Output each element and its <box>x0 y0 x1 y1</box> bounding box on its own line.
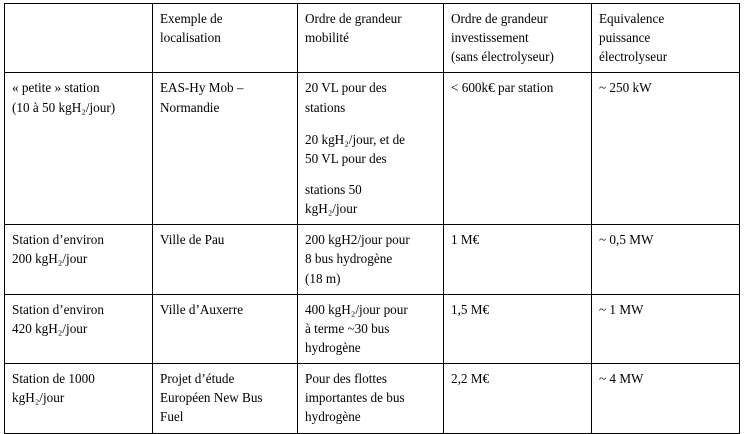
cell-text: kgH₂/jour <box>305 201 358 217</box>
cell-text: Normandie <box>160 99 220 115</box>
document-page <box>0 3 750 425</box>
cell-localisation <box>153 294 298 363</box>
cell-puissance <box>592 225 740 294</box>
cell-text: Station de 1000 <box>12 371 95 387</box>
cell-text: 20 kgH₂/jour, et de <box>305 131 406 147</box>
cell-text: ~ 0,5 MW <box>599 232 654 248</box>
header-text: électrolyseur <box>599 49 668 65</box>
cell-text: stations 50 <box>305 181 362 197</box>
table-row <box>5 225 740 294</box>
cell-mobilite <box>298 225 444 294</box>
cell-investissement <box>444 294 592 363</box>
cell-text: « petite » station <box>12 80 100 96</box>
header-cell-localisation <box>153 4 298 73</box>
cell-text: ~ 250 kW <box>599 80 652 96</box>
cell-text: 1 M€ <box>451 232 480 248</box>
cell-text: < 600k€ par station <box>451 80 554 96</box>
cell-text: hydrogène <box>305 339 361 355</box>
cell-text: Ville de Pau <box>160 232 225 248</box>
cell-puissance <box>592 294 740 363</box>
cell-text: stations <box>305 99 346 115</box>
cell-text: EAS-Hy Mob – <box>160 80 244 96</box>
cell-text: 1,5 M€ <box>451 301 490 317</box>
cell-text: Ville d’Auxerre <box>160 301 244 317</box>
header-text: Exemple de <box>160 11 223 26</box>
header-cell-puissance <box>592 4 740 73</box>
cell-text: kgH₂/jour <box>12 390 65 406</box>
cell-text: importantes de bus <box>305 390 405 406</box>
cell-investissement <box>444 364 592 433</box>
cell-text: Station d’environ <box>12 232 104 248</box>
cell-localisation <box>153 225 298 294</box>
header-cell-mobilite <box>298 4 444 73</box>
header-text: Ordre de grandeur <box>451 11 548 26</box>
cell-text: Fuel <box>160 409 184 425</box>
cell-station-type <box>5 73 153 225</box>
cell-text: Européen New Bus <box>160 390 263 406</box>
cell-text: 50 VL pour des <box>305 150 387 166</box>
header-text: localisation <box>160 30 221 46</box>
cell-text: 20 VL pour des <box>305 80 387 96</box>
header-text: Ordre de grandeur <box>305 11 402 26</box>
cell-text: Station d’environ <box>12 301 104 317</box>
table-row <box>5 364 740 433</box>
cell-investissement <box>444 225 592 294</box>
cell-mobilite <box>298 73 444 225</box>
cell-text: 420 kgH₂/jour <box>12 320 88 336</box>
cell-text: Projet d’étude <box>160 371 235 387</box>
header-text: investissement <box>451 30 529 46</box>
cell-station-type <box>5 225 153 294</box>
cell-localisation <box>153 73 298 225</box>
cell-text: hydrogène <box>305 409 361 425</box>
header-text: Equivalence <box>599 11 665 26</box>
cell-text: 200 kgH₂/jour <box>12 251 88 267</box>
cell-text: 2,2 M€ <box>451 371 490 387</box>
cell-text: 400 kgH₂/jour pour <box>305 301 408 317</box>
cell-station-type <box>5 294 153 363</box>
header-cell-investissement <box>444 4 592 73</box>
header-text: mobilité <box>305 30 349 46</box>
cell-text: (18 m) <box>305 270 341 286</box>
cell-text: (10 à 50 kgH₂/jour) <box>12 99 116 115</box>
header-text: (sans électrolyseur) <box>451 49 554 65</box>
header-cell-station-type <box>5 4 153 73</box>
cell-mobilite <box>298 364 444 433</box>
cell-text: ~ 1 MW <box>599 301 644 317</box>
cell-station-type <box>5 364 153 433</box>
table-row <box>5 294 740 363</box>
cell-puissance <box>592 364 740 433</box>
cell-puissance <box>592 73 740 225</box>
hydrogen-station-table <box>4 3 740 434</box>
cell-localisation <box>153 364 298 433</box>
cell-text: Pour des flottes <box>305 371 388 387</box>
table-header-row <box>5 4 740 73</box>
cell-mobilite <box>298 294 444 363</box>
header-text: puissance <box>599 30 651 46</box>
cell-text: 8 bus hydrogène <box>305 251 393 267</box>
cell-text: à terme ~30 bus <box>305 320 390 336</box>
cell-investissement <box>444 73 592 225</box>
table-row <box>5 73 740 225</box>
cell-text: ~ 4 MW <box>599 371 644 387</box>
cell-text: 200 kgH2/jour pour <box>305 232 410 248</box>
